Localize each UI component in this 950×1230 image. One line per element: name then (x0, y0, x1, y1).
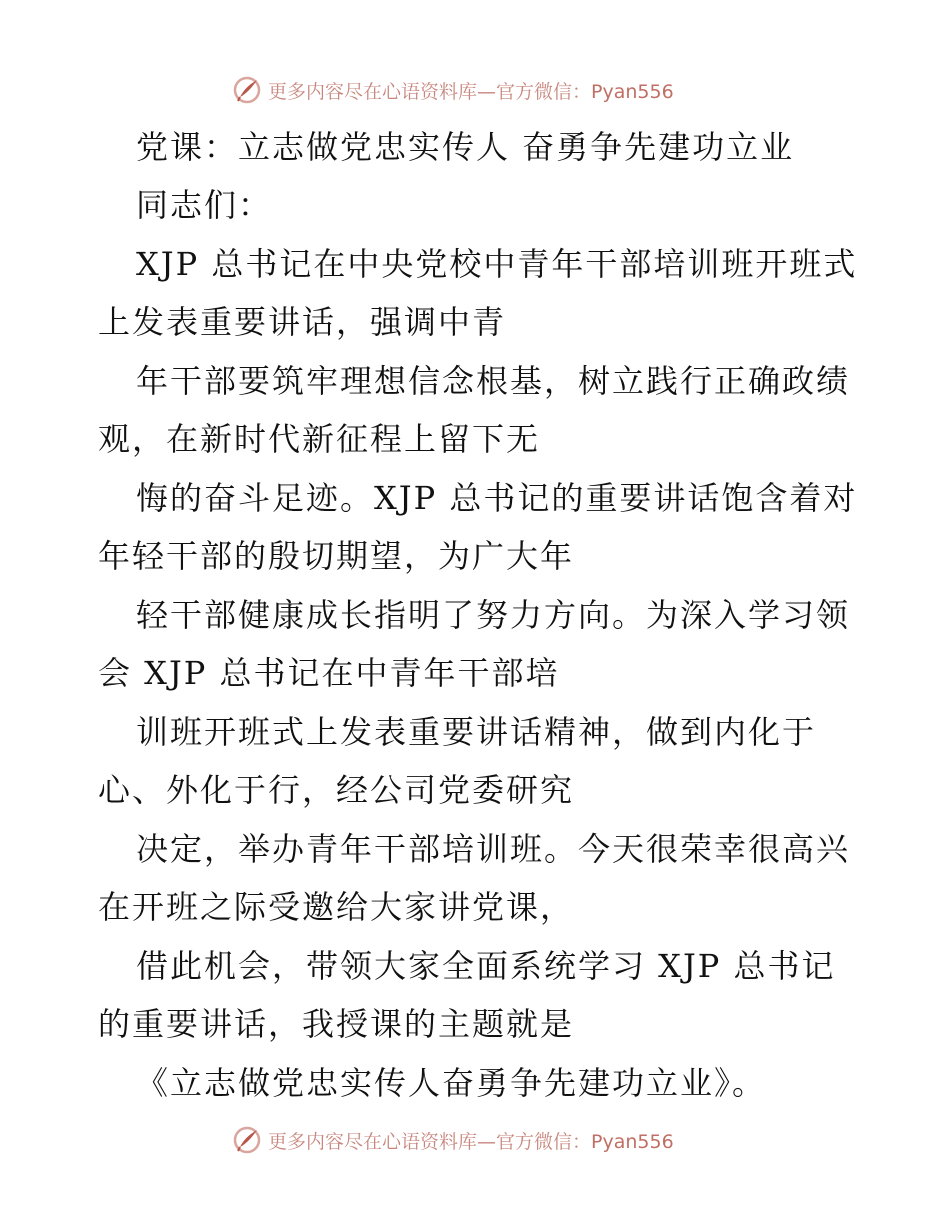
paragraph-line: 上发表重要讲话，强调中青 (98, 303, 507, 341)
paragraph-line: 悔的奋斗足迹。XJP 总书记的重要讲话饱含着对 (136, 479, 858, 517)
paragraph-line: 在开班之际受邀给大家讲党课， (98, 888, 575, 926)
footer-watermark (232, 1122, 792, 1158)
watermark-id: Pyan556 (591, 80, 674, 103)
watermark-id: Pyan556 (591, 1130, 674, 1153)
salutation: 同志们： (136, 186, 273, 224)
paragraph-line: 年轻干部的殷切期望，为广大年 (98, 537, 575, 575)
paragraph-line: 的重要讲话，我授课的主题就是 (98, 1005, 575, 1043)
paragraph-line: XJP 总书记在中央党校中青年干部培训班开班式 (136, 245, 858, 283)
paragraph-line: 心、外化于行，经公司党委研究 (98, 771, 575, 809)
paragraph-line: 年干部要筑牢理想信念根基，树立践行正确政绩 (136, 362, 851, 400)
paragraph-line: 决定，举办青年干部培训班。今天很荣幸很高兴 (136, 830, 851, 868)
paragraph-line: 借此机会，带领大家全面系统学习 XJP 总书记 (136, 947, 836, 985)
lecture-theme-line: 《立志做党忠实传人奋勇争先建功立业》。 (136, 1064, 767, 1102)
paragraph-line: 会 XJP 总书记在中青年干部培 (98, 654, 560, 692)
watermark-text: 更多内容尽在心语资料库—官方微信：Pyan556 (268, 80, 674, 103)
watermark-text: 更多内容尽在心语资料库—官方微信：Pyan556 (268, 1130, 674, 1153)
paragraph-line: 轻干部健康成长指明了努力方向。为深入学习领 (136, 596, 851, 634)
paragraph-line: 训班开班式上发表重要讲话精神，做到内化于 (136, 713, 817, 751)
quill-logo-icon (232, 1125, 262, 1155)
paragraph-line: 观，在新时代新征程上留下无 (98, 420, 541, 458)
document-title: 党课：立志做党忠实传人 奋勇争先建功立业 (136, 128, 795, 166)
